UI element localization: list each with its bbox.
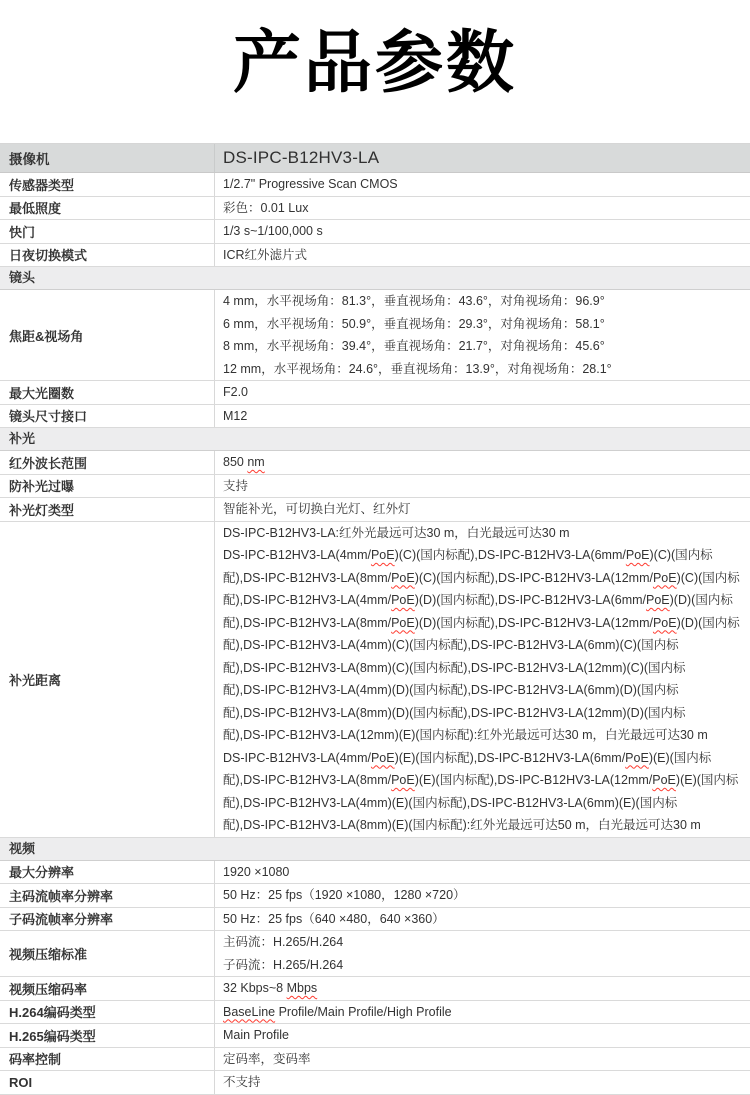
spec-row xyxy=(0,1048,750,1072)
spec-value-text: 主码流：H.265/H.264 xyxy=(223,935,344,949)
section-title: 视频 xyxy=(9,840,36,856)
spec-value-line xyxy=(223,290,740,313)
spec-value-line xyxy=(223,792,740,815)
spec-label: 视频压缩码率 xyxy=(0,977,215,1000)
spec-label: 子码流帧率分辨率 xyxy=(0,908,215,931)
spec-value-text: 配),DS-IPC-B12HV3-LA(8mm/ xyxy=(223,615,392,630)
spec-label: ROI xyxy=(0,1071,215,1094)
spec-value-line xyxy=(223,358,740,381)
spec-label: 补光距离 xyxy=(0,522,215,837)
spec-label: 码率控制 xyxy=(0,1048,215,1071)
spec-value xyxy=(215,451,750,474)
spec-value-text: 配),DS-IPC-B12HV3-LA(8mm)(C)(国内标配),DS-IPC-B12HV3-LA(12mm)(C)(国内标 xyxy=(223,660,686,675)
spec-value-text: DS-IPC-B12HV3-LA:红外光最远可达30 m，白光最远可达30 m xyxy=(223,525,570,540)
spec-value-line xyxy=(223,977,740,1000)
spec-label: 最大分辨率 xyxy=(0,861,215,884)
spec-value-line xyxy=(223,657,740,680)
spec-value xyxy=(215,381,750,404)
spec-value-line xyxy=(223,702,740,725)
spec-value-text: )(C)(国内标 xyxy=(676,570,740,585)
spec-label: 焦距&视场角 xyxy=(0,290,215,380)
spec-row xyxy=(0,1024,750,1048)
spec-label: H.265编码类型 xyxy=(0,1024,215,1047)
spec-value-line xyxy=(223,1048,740,1071)
spec-value-text: 8 mm，水平视场角：39.4°，垂直视场角：21.7°，对角视场角：45.6° xyxy=(223,339,605,353)
spellcheck-underlined-text: Mbps xyxy=(286,981,318,995)
spellcheck-underlined-text: nm xyxy=(247,455,265,469)
spec-value-text: ICR红外滤片式 xyxy=(223,247,308,262)
spec-row xyxy=(0,1071,750,1095)
spec-value-text: 12 mm，水平视场角：24.6°，垂直视场角：13.9°，对角视场角：28.1° xyxy=(223,361,612,376)
spellcheck-underlined-text: PoE xyxy=(391,615,415,630)
spec-value-text: 配),DS-IPC-B12HV3-LA(4mm)(C)(国内标配),DS-IPC-B12HV3-LA(6mm)(C)(国内标 xyxy=(223,638,679,652)
spec-label: 镜头尺寸接口 xyxy=(0,405,215,428)
spec-value-text: 彩色：0.01 Lux xyxy=(223,200,309,215)
spec-row xyxy=(0,861,750,885)
spec-value-line xyxy=(223,1071,740,1094)
spec-value-text: M12 xyxy=(223,408,248,423)
spec-value xyxy=(215,498,750,521)
section-header-row xyxy=(0,838,750,861)
spec-value-text: DS-IPC-B12HV3-LA xyxy=(223,148,380,167)
spec-value-text: )(C)(国内标配),DS-IPC-B12HV3-LA(12mm/ xyxy=(414,570,653,585)
spec-value-line xyxy=(223,313,740,336)
spec-row xyxy=(0,475,750,499)
spec-value-text: )(E)(国内标配),DS-IPC-B12HV3-LA(12mm/ xyxy=(414,773,653,787)
spellcheck-underlined-text: PoE xyxy=(652,773,676,787)
spec-value-line xyxy=(223,498,740,521)
spec-value-text: 50 Hz：25 fps（640 ×480，640 ×360） xyxy=(223,911,445,926)
spec-value-line xyxy=(223,144,740,172)
spellcheck-underlined-text: PoE xyxy=(646,593,670,607)
spec-value-line xyxy=(223,381,740,404)
spec-row xyxy=(0,405,750,429)
spec-label: 红外波长范围 xyxy=(0,451,215,474)
spec-value-line xyxy=(223,908,740,931)
spec-value-text: 支持 xyxy=(223,478,249,493)
spec-value xyxy=(215,1024,750,1047)
spec-value-text: 智能补光，可切换白光灯、红外灯 xyxy=(223,502,411,516)
spec-row xyxy=(0,290,750,381)
spec-value-text: )(E)(国内标 xyxy=(675,773,739,787)
spec-value-line xyxy=(223,1001,740,1024)
spec-label: 主码流帧率分辨率 xyxy=(0,884,215,907)
spec-value-text: 不支持 xyxy=(223,1075,261,1089)
spec-value-text: 子码流：H.265/H.264 xyxy=(223,957,344,972)
spec-label: H.264编码类型 xyxy=(0,1001,215,1024)
spec-value-text: 1/3 s~1/100,000 s xyxy=(223,224,323,238)
spec-value-line xyxy=(223,544,740,567)
spec-value-line xyxy=(223,814,740,837)
spec-table xyxy=(0,143,750,1095)
spec-row xyxy=(0,451,750,475)
spec-value-text: 配),DS-IPC-B12HV3-LA(8mm/ xyxy=(223,570,392,585)
spec-value-text: )(D)(国内标配),DS-IPC-B12HV3-LA(12mm/ xyxy=(414,615,653,630)
spec-label: 最低照度 xyxy=(0,197,215,220)
spellcheck-underlined-text: PoE xyxy=(391,773,415,787)
spec-value-text: )(D)(国内标 xyxy=(676,615,740,630)
spec-value-line xyxy=(223,634,740,657)
spec-row xyxy=(0,931,750,977)
spec-value-text: DS-IPC-B12HV3-LA(4mm/ xyxy=(223,750,371,765)
spec-value-text: Main Profile xyxy=(223,1028,289,1042)
section-title: 镜头 xyxy=(9,270,36,285)
spellcheck-underlined-text: PoE xyxy=(625,548,650,562)
spec-value-text: 配),DS-IPC-B12HV3-LA(12mm)(E)(国内标配):红外光最远可达30 m，白光最远可达30 m xyxy=(223,728,708,742)
spec-row xyxy=(0,908,750,932)
spec-value xyxy=(215,908,750,931)
spec-row xyxy=(0,197,750,221)
spec-row xyxy=(0,1001,750,1025)
spec-value-text: )(C)(国内标配),DS-IPC-B12HV3-LA(6mm/ xyxy=(394,548,626,562)
spec-label: 快门 xyxy=(0,220,215,243)
spec-value-text: 配),DS-IPC-B12HV3-LA(8mm)(D)(国内标配),DS-IPC-B12HV3-LA(12mm)(D)(国内标 xyxy=(223,705,686,720)
spec-value xyxy=(215,1071,750,1094)
spellcheck-underlined-text: PoE xyxy=(370,750,395,765)
spec-value-line xyxy=(223,931,740,954)
spec-value xyxy=(215,861,750,884)
spec-value-text: )(E)(国内标 xyxy=(648,750,712,765)
spec-value-line xyxy=(223,173,740,196)
spec-value-line xyxy=(223,244,740,267)
spec-row xyxy=(0,884,750,908)
section-header-row xyxy=(0,428,750,451)
spellcheck-underlined-text: PoE xyxy=(625,750,649,765)
spec-value xyxy=(215,405,750,428)
spec-value-line xyxy=(223,197,740,220)
spec-value-text: 4 mm，水平视场角：81.3°，垂直视场角：43.6°，对角视场角：96.9° xyxy=(223,294,605,308)
spellcheck-underlined-text: PoE xyxy=(391,593,415,607)
spec-value-text: 1920 ×1080 xyxy=(223,864,290,879)
spec-value-text: 1/2.7" Progressive Scan CMOS xyxy=(223,177,398,191)
spellcheck-underlined-text: PoE xyxy=(391,570,415,585)
spec-value-text: 配),DS-IPC-B12HV3-LA(4mm)(E)(国内标配),DS-IPC-B12HV3-LA(6mm)(E)(国内标 xyxy=(223,795,678,810)
spec-value-line xyxy=(223,1024,740,1047)
spellcheck-underlined-text: PoE xyxy=(652,615,677,630)
spec-row xyxy=(0,144,750,173)
spec-value xyxy=(215,1048,750,1071)
spec-value-line xyxy=(223,220,740,243)
spec-value xyxy=(215,144,750,172)
spec-value xyxy=(215,522,750,837)
spec-row xyxy=(0,498,750,522)
spec-value-line xyxy=(223,769,740,792)
spec-label: 传感器类型 xyxy=(0,173,215,196)
spec-value xyxy=(215,977,750,1000)
spec-value xyxy=(215,931,750,976)
spec-value-line xyxy=(223,522,740,545)
spec-label: 视频压缩标准 xyxy=(0,931,215,976)
spec-value-text: )(C)(国内标 xyxy=(649,548,713,562)
spec-value-line xyxy=(223,884,740,907)
spec-value-text: 850 xyxy=(223,455,248,469)
spec-row xyxy=(0,173,750,197)
spec-value-text: 定码率，变码率 xyxy=(223,1051,311,1066)
spec-value-line xyxy=(223,405,740,428)
spec-value xyxy=(215,475,750,498)
spec-value xyxy=(215,244,750,267)
spec-value-text: )(E)(国内标配),DS-IPC-B12HV3-LA(6mm/ xyxy=(394,750,626,765)
spec-label: 防补光过曝 xyxy=(0,475,215,498)
spellcheck-underlined-text: PoE xyxy=(370,548,395,562)
spec-value xyxy=(215,884,750,907)
spec-value-text: 50 Hz：25 fps（1920 ×1080，1280 ×720） xyxy=(223,888,466,902)
spec-label: 日夜切换模式 xyxy=(0,244,215,267)
spec-value xyxy=(215,197,750,220)
spec-value-line xyxy=(223,451,740,474)
spellcheck-underlined-text: BaseLine xyxy=(223,1004,276,1019)
spec-value-line xyxy=(223,567,740,590)
spec-value-text: F2.0 xyxy=(223,385,249,399)
spec-value xyxy=(215,220,750,243)
section-header-row xyxy=(0,267,750,290)
spec-row xyxy=(0,522,750,838)
spec-value-line xyxy=(223,747,740,770)
spec-value-text: 配),DS-IPC-B12HV3-LA(8mm)(E)(国内标配):红外光最远可达50 m，白光最远可达30 m xyxy=(223,818,701,832)
page-title: 产品参数 xyxy=(232,25,517,101)
spec-value-text: DS-IPC-B12HV3-LA(4mm/ xyxy=(223,548,371,562)
spec-value xyxy=(215,173,750,196)
spec-label: 最大光圈数 xyxy=(0,381,215,404)
spec-row xyxy=(0,381,750,405)
spec-value-line xyxy=(223,724,740,747)
section-title: 补光 xyxy=(9,431,36,446)
spec-value-text: )(D)(国内标 xyxy=(669,593,733,607)
spec-value xyxy=(215,1001,750,1024)
spec-row xyxy=(0,244,750,268)
spec-value-line xyxy=(223,861,740,884)
spec-row xyxy=(0,220,750,244)
spec-value-text: 配),DS-IPC-B12HV3-LA(8mm/ xyxy=(223,773,392,787)
spec-value-line xyxy=(223,679,740,702)
spec-value-line xyxy=(223,335,740,358)
spec-value-text: 32 Kbps~8 xyxy=(223,981,287,995)
spec-label: 摄像机 xyxy=(0,144,215,172)
spec-value-text: )(D)(国内标配),DS-IPC-B12HV3-LA(6mm/ xyxy=(414,593,646,607)
spec-value-line xyxy=(223,589,740,612)
spec-value xyxy=(215,290,750,380)
spec-value-text: Profile/Main Profile/High Profile xyxy=(275,1004,452,1019)
spec-value-text: 配),DS-IPC-B12HV3-LA(4mm/ xyxy=(223,593,392,607)
spellcheck-underlined-text: PoE xyxy=(652,570,677,585)
spec-row xyxy=(0,977,750,1001)
spec-value-line xyxy=(223,475,740,498)
spec-value-line xyxy=(223,954,740,977)
spec-label: 补光灯类型 xyxy=(0,498,215,521)
spec-value-line xyxy=(223,612,740,635)
spec-value-text: 6 mm，水平视场角：50.9°，垂直视场角：29.3°，对角视场角：58.1° xyxy=(223,316,605,331)
spec-value-text: 配),DS-IPC-B12HV3-LA(4mm)(D)(国内标配),DS-IPC-B12HV3-LA(6mm)(D)(国内标 xyxy=(223,683,679,697)
